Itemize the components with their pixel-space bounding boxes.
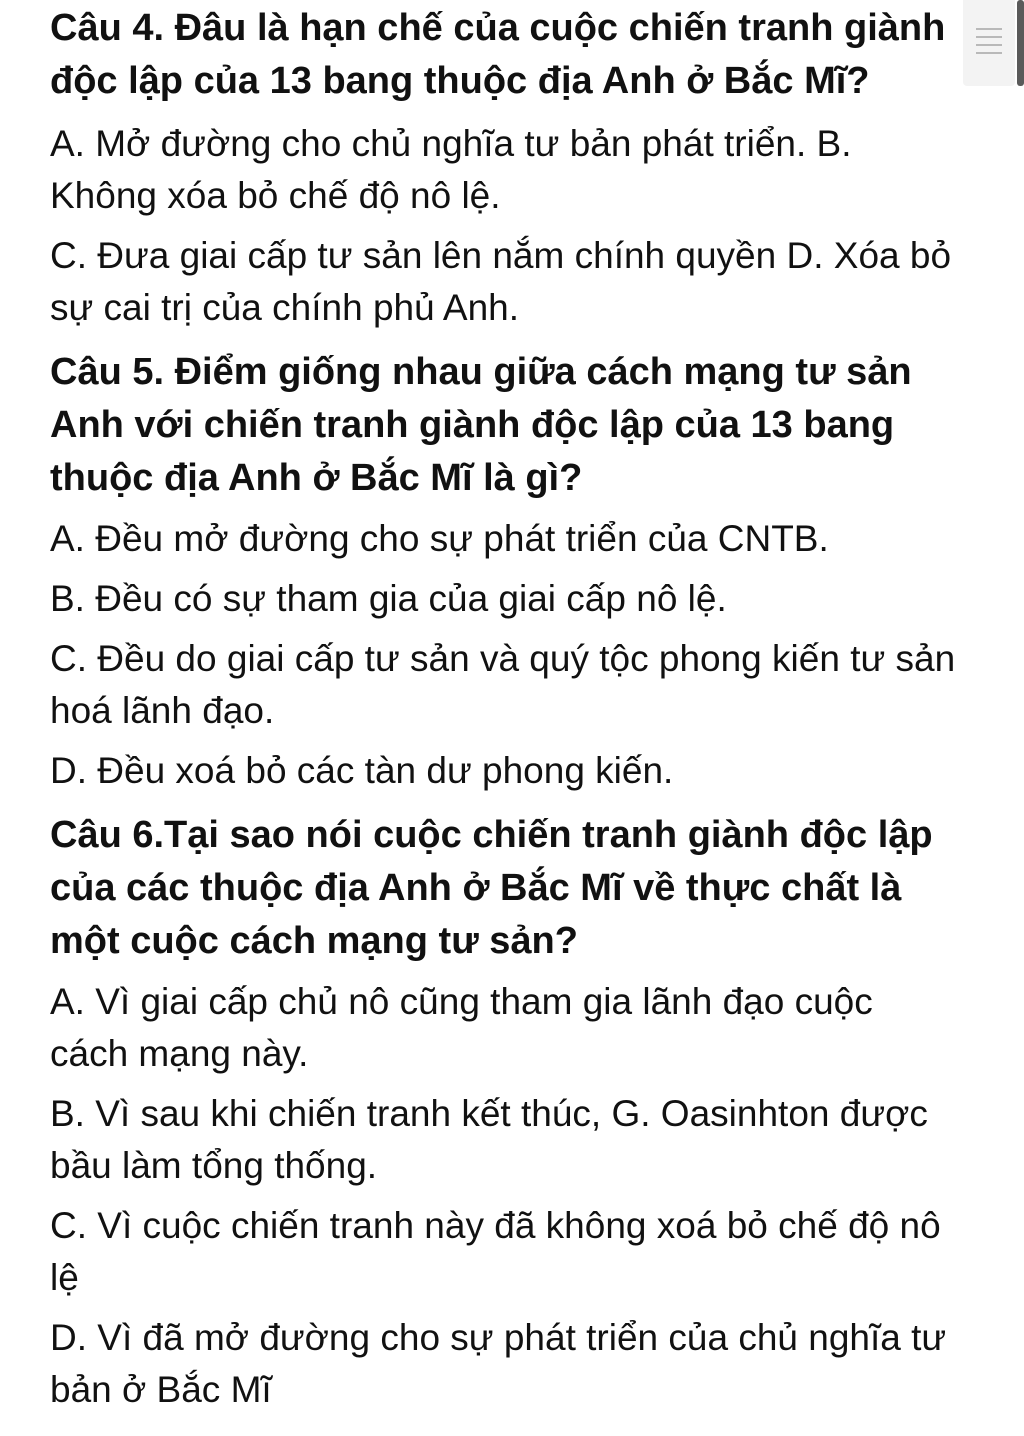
question-5-title: Câu 5. Điểm giống nhau giữa cách mạng tư sản Anh với chiến tranh giành độc lập của 13 bang thuộc địa Anh ở Bắc Mĩ là gì? <box>50 351 912 499</box>
question-4-option-cd: C. Đưa giai cấp tư sản lên nắm chính quyền D. Xóa bỏ sự cai trị của chính phủ Anh. <box>50 235 952 328</box>
question-5-option-a: A. Đều mở đường cho sự phát triển của CNTB. <box>50 518 829 559</box>
question-4-option-ab: A. Mở đường cho chủ nghĩa tư bản phát triển. B. Không xóa bỏ chế độ nô lệ. <box>50 123 852 216</box>
question-4-title: Câu 4. Đâu là hạn chế của cuộc chiến tranh giành độc lập của 13 bang thuộc địa Anh ở Bắc Mĩ? <box>50 7 946 102</box>
question-5-option-d: D. Đều xoá bỏ các tàn dư phong kiến. <box>50 750 674 791</box>
question-6-option-a: A. Vì giai cấp chủ nô cũng tham gia lãnh đạo cuộc cách mạng này. <box>50 981 873 1074</box>
question-6-option-d: D. Vì đã mở đường cho sự phát triển của chủ nghĩa tư bản ở Bắc Mĩ <box>50 1317 947 1410</box>
question-6-option-c: C. Vì cuộc chiến tranh này đã không xoá bỏ chế độ nô lệ <box>50 1205 941 1298</box>
question-6-option-b: B. Vì sau khi chiến tranh kết thúc, G. Oasinhton được bầu làm tổng thống. <box>50 1093 928 1186</box>
scrollbar[interactable] <box>1017 0 1024 86</box>
question-6-title: Câu 6.Tại sao nói cuộc chiến tranh giành độc lập của các thuộc địa Anh ở Bắc Mĩ về thực chất là một cuộc cách mạng tư sản? <box>50 814 933 962</box>
question-5-option-c: C. Đều do giai cấp tư sản và quý tộc phong kiến tư sản hoá lãnh đạo. <box>50 638 956 731</box>
quiz-content <box>50 0 960 1416</box>
question-5-option-b: B. Đều có sự tham gia của giai cấp nô lệ. <box>50 578 727 619</box>
drag-handle-icon[interactable] <box>963 0 1015 86</box>
